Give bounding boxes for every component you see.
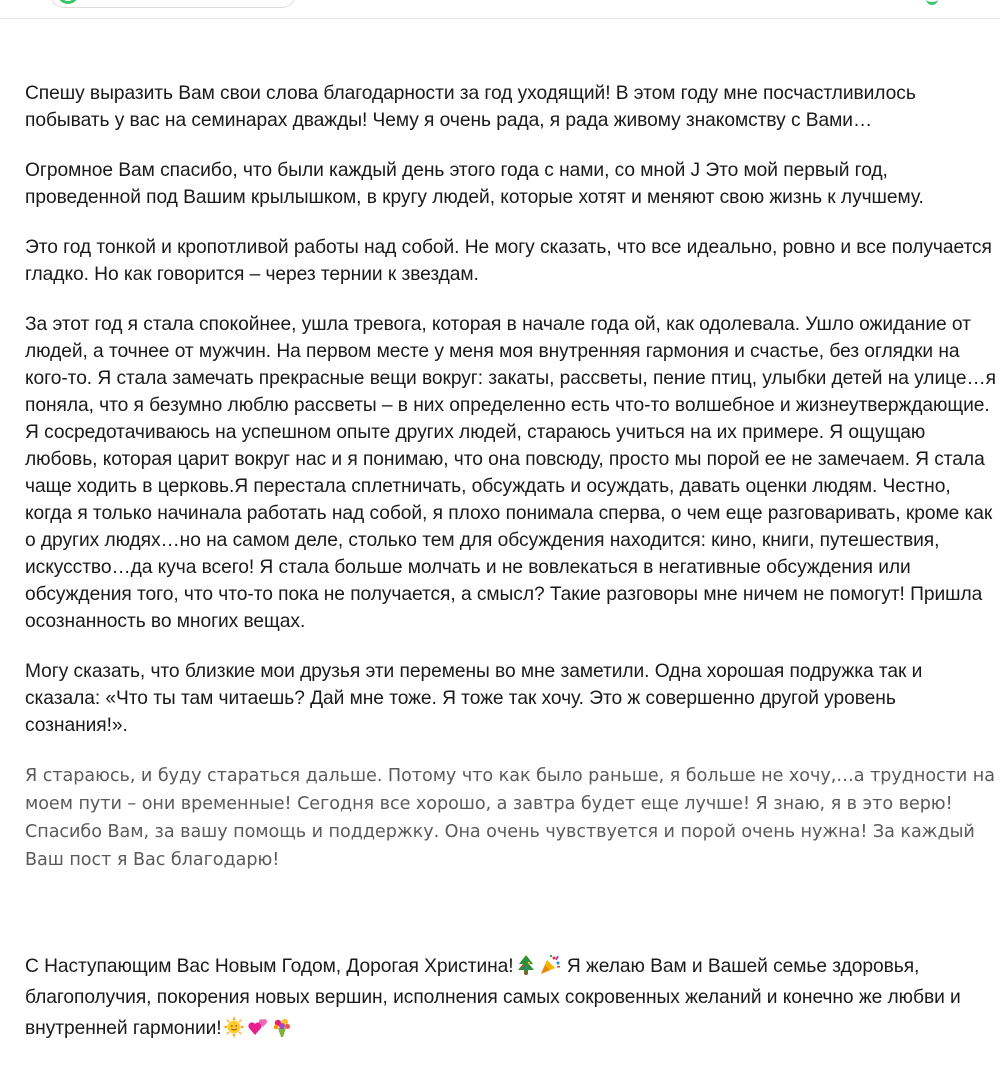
two-hearts-icon (247, 1016, 269, 1038)
greeting-paragraph (25, 951, 997, 1044)
paragraph-2: Огромное Вам спасибо, что были каждый день этого года с нами, со мной J Это мой первый год, проведенной под Вашим крылышком, в кругу людей, которые хотят и меняют свою жизнь к лучшему. (25, 160, 924, 208)
christmas-tree-icon (515, 954, 537, 976)
corner-icon[interactable] (926, 0, 938, 5)
search-pill[interactable] (50, 0, 296, 8)
greeting-text-2: Я желаю Вам и Вашей семье здоровья, благополучия, покорения новых вершин, исполнения самых сокровенных желаний и конечно же любви и внутренней гармонии! (25, 956, 961, 1039)
top-bar (0, 0, 1000, 19)
paragraph-1: Спешу выразить Вам свои слова благодарности за год уходящий! В этом году мне посчастливилось побывать у вас на семинарах дважды! Чему я очень рада, я рада живому знакомству с Вами… (25, 83, 916, 131)
letter-body (25, 80, 997, 1044)
paragraph-3: Это год тонкой и кропотливой работы над собой. Не могу сказать, что все идеально, ровно и все получается гладко. Но как говорится – через тернии к звездам. (25, 237, 992, 285)
bouquet-icon (271, 1016, 293, 1038)
greeting-text-1: С Наступающим Вас Новым Годом, Дорогая Христина! (25, 956, 514, 977)
party-popper-icon (539, 954, 561, 976)
paragraph-6: Я стараюсь, и буду стараться дальше. Потому что как было раньше, я больше не хочу,…а трудности на моем пути – они временные! Сегодня все хорошо, а завтра будет еще лучше! Я знаю, я в это верю! Спасибо Вам, за вашу помощь и поддержку. Она очень чувствуется и порой очень нужна! За каждый Ваш пост я Вас благодарю! (25, 766, 995, 870)
app-logo-icon (57, 0, 79, 4)
paragraph-4: За этот год я стала спокойнее, ушла тревога, которая в начале года ой, как одолевала. Ушло ожидание от людей, а точнее от мужчин. На первом месте у меня моя внутренняя гармония и счастье, без оглядки на кого-то. Я стала замечать прекрасные вещи вокруг: закаты, рассветы, пение птиц, улыбки детей на улице…я поняла, что я безумно люблю рассветы – в них определенно есть что-то волшебное и жизнеутверждающие. Я сосредотачиваюсь на успешном опыте других людей, стараюсь учиться на их примере. Я ощущаю любовь, которая царит вокруг нас и я понимаю, что она повсюду, просто мы порой ее не замечаем. Я стала чаще ходить в церковь.Я перестала сплетничать, обсуждать и осуждать, давать оценки людям. Честно, когда я только начинала работать над собой, я плохо понимала сперва, о чем еще разговаривать, кроме как о других людях…но на самом деле, столько тем для обсуждения находится: кино, книги, путешествия, искусство…да куча всего! Я стала больше молчать и не вовлекаться в негативные обсуждения или обсуждения того, что что-то пока не получается, а смысл? Такие разговоры мне ничем не помогут! Пришла осознанность во многих вещах. (25, 314, 996, 632)
paragraph-5: Могу сказать, что близкие мои друзья эти перемены во мне заметили. Одна хорошая подружка так и сказала: «Что ты там читаешь? Дай мне тоже. Я тоже так хочу. Это ж совершенно другой уровень сознания!». (25, 661, 923, 736)
sun-face-icon (223, 1016, 245, 1038)
